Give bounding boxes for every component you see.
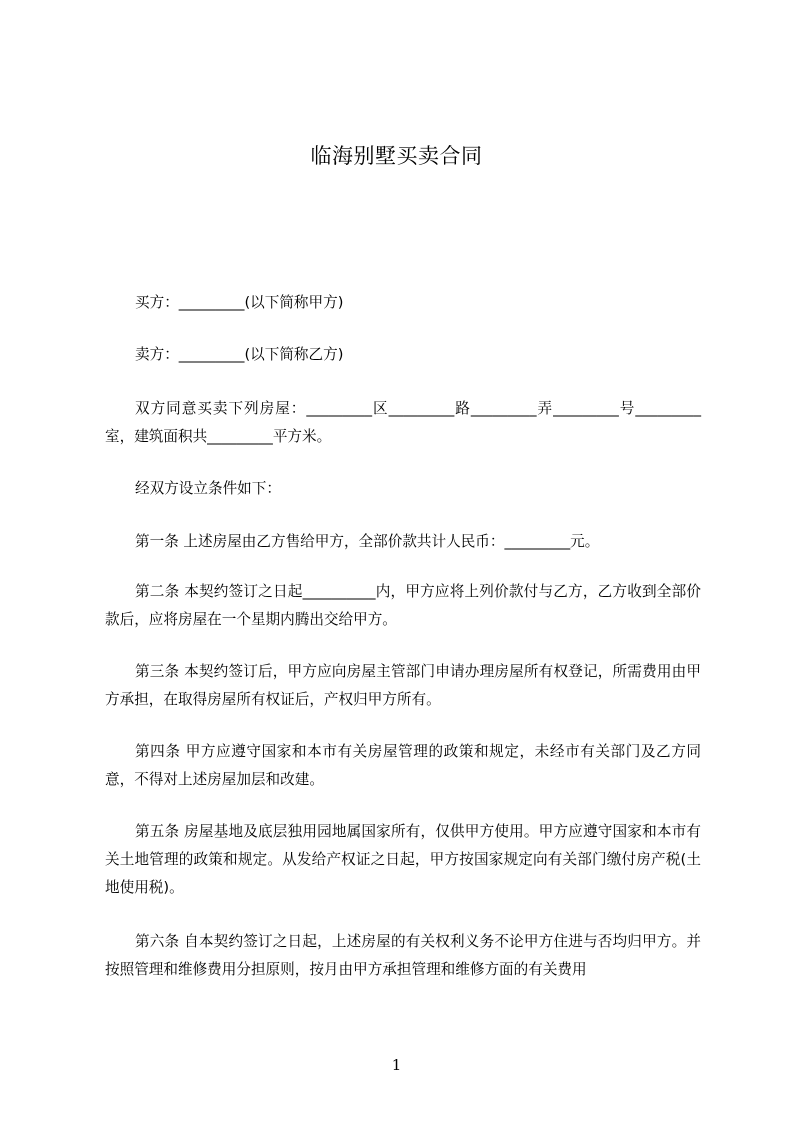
article-2: 第二条 本契约签订之日起__________内，甲方应将上列价款付与乙方，乙方收到全部价款后，应将房屋在一个星期内腾出交给甲方。 xyxy=(105,583,701,628)
property-description: 双方同意买卖下列房屋：_________区_________路_________弄_________号_________室，建筑面积共_________平方米。 xyxy=(105,400,701,445)
buyer-line: 买方：_________(以下简称甲方) xyxy=(135,294,344,311)
conditions-intro: 经双方设立条件如下： xyxy=(135,480,281,497)
article-5: 第五条 房屋基地及底层独用园地属国家所有，仅供甲方使用。甲方应遵守国家和本市有关土地管理的政策和规定。从发给产权证之日起，甲方按国家规定向有关部门缴付房产税(土地使用税)。 xyxy=(105,823,701,896)
document-title: 临海别墅买卖合同 xyxy=(310,144,483,168)
seller-line: 卖方：_________(以下简称乙方) xyxy=(135,346,344,363)
page-number: 1 xyxy=(391,1056,402,1074)
article-1: 第一条 上述房屋由乙方售给甲方，全部价款共计人民币：_________元。 xyxy=(135,533,600,550)
article-4: 第四条 甲方应遵守国家和本市有关房屋管理的政策和规定，未经市有关部门及乙方同意，不得对上述房屋加层和改建。 xyxy=(105,743,701,788)
article-3: 第三条 本契约签订后，甲方应向房屋主管部门申请办理房屋所有权登记，所需费用由甲方承担，在取得房屋所有权证后，产权归甲方所有。 xyxy=(105,663,701,708)
article-6: 第六条 自本契约签订之日起，上述房屋的有关权利义务不论甲方住进与否均归甲方。并按照管理和维修费用分担原则，按月由甲方承担管理和维修方面的有关费用 xyxy=(105,933,701,978)
